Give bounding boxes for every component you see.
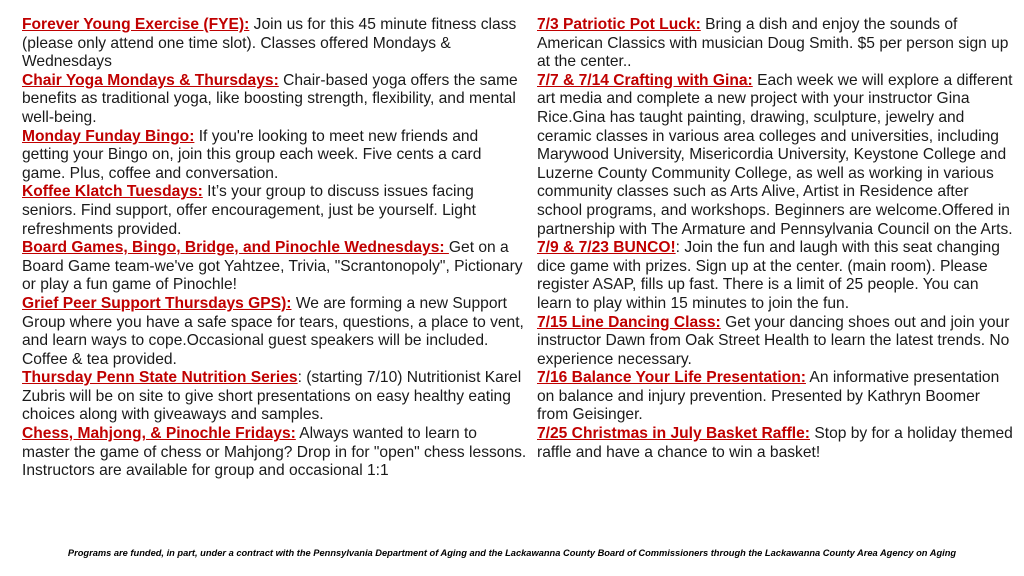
- program-entry-board-games: [22, 239, 528, 295]
- program-description: It’s your group to discuss issues facing seniors. Find support, offer encouragement, just be yourself. Light refreshments provided.: [22, 183, 476, 238]
- event-description: : Join the fun and laugh with this seat changing dice game with prizes. Sign up at the center. (main room). Please register ASAP, fills up fast. There is a limit of 25 people. You can learn to play within 15 minutes to join the fun.: [537, 239, 1000, 312]
- program-entry-grief-support: [22, 295, 528, 369]
- program-title: Koffee Klatch Tuesdays:: [22, 183, 203, 201]
- program-title: Chess, Mahjong, & Pinochle Fridays:: [22, 425, 296, 443]
- event-description: Stop by for a holiday themed raffle and have a chance to win a basket!: [537, 425, 1013, 461]
- program-description: If you're looking to meet new friends and getting your Bingo on, join this group each week. Five cents a card game. Plus, coffee and conversation.: [22, 127, 482, 182]
- event-title: 7/3 Patriotic Pot Luck:: [537, 16, 701, 33]
- event-entry-basket-raffle: [537, 425, 1015, 462]
- program-entry-chess-mahjong: [22, 425, 528, 481]
- program-entry-fye: [22, 16, 528, 72]
- program-entry-koffee-klatch: [22, 183, 528, 239]
- program-description: Always wanted to learn to master the game of chess or Mahjong? Drop in for "open" chess lessons. Instructors are available for group and occasional 1:1: [22, 425, 527, 480]
- funding-footer: Programs are funded, in part, under a contract with the Pennsylvania Department of Aging and the Lackawanna County Board of Commissioners through the Lackawanna County Area Agency on Aging: [67, 548, 957, 558]
- event-description: Get your dancing shoes out and join your instructor Dawn from Oak Street Health to learn the latest trends. No experience necessary.: [537, 313, 1010, 368]
- program-description: We are forming a new Support Group where you have a safe space for tears, questions, a place to vent, and learn ways to cope.Occasional guest speakers will be included. Coffee & tea provided.: [22, 294, 524, 368]
- program-title: Monday Funday Bingo:: [22, 127, 195, 145]
- event-description: Each week we will explore a different art media and complete a new project with your instructor Gina Rice.Gina has taught painting, drawing, sculpture, jewelry and ceramic classes in various area colleges and universities, including Marywood University, Misericordia University, Keystone College and Luzerne County Community College, as well as working in various community classes such as Arts Alive, Artist in Residence after school programs, and workshops. Beginners are welcome.Offered in partnership with The Armature and Pennsylvania Council on the Arts.: [537, 71, 1013, 238]
- program-title: Forever Young Exercise (FYE):: [22, 16, 250, 33]
- event-title: 7/7 & 7/14 Crafting with Gina:: [537, 71, 753, 89]
- event-description: An informative presentation on balance and injury prevention. Presented by Kathryn Boomer from Geisinger.: [537, 369, 1000, 424]
- program-title: Chair Yoga Mondays & Thursdays:: [22, 71, 279, 89]
- event-entry-line-dancing: [537, 314, 1015, 370]
- event-title: 7/25 Christmas in July Basket Raffle:: [537, 425, 810, 443]
- event-entry-pot-luck: [537, 16, 1015, 72]
- program-description: Get on a Board Game team-we've got Yahtzee, Trivia, "Scrantonopoly", Pictionary or play a fun game of Pinochle!: [22, 239, 523, 294]
- program-description: Chair-based yoga offers the same benefits as traditional yoga, like boosting strength, flexibility, and mental well-being.: [22, 71, 518, 126]
- program-entry-nutrition-series: [22, 369, 528, 425]
- event-title: 7/16 Balance Your Life Presentation:: [537, 369, 806, 387]
- program-description: : (starting 7/10) Nutritionist Karel Zubris will be on site to give short presentations on easy healthy eating choices along with giveaways and samples.: [22, 369, 522, 424]
- program-title: Grief Peer Support Thursdays GPS):: [22, 294, 292, 312]
- right-column: [537, 16, 1015, 462]
- event-description: Bring a dish and enjoy the sounds of American Classics with musician Doug Smith. $5 per person sign up at the center..: [537, 16, 1009, 71]
- event-title: 7/9 & 7/23 BUNCO!: [537, 239, 676, 257]
- program-entry-chair-yoga: [22, 72, 528, 128]
- event-entry-crafting: [537, 72, 1015, 239]
- program-title: Thursday Penn State Nutrition Series: [22, 369, 298, 387]
- event-entry-bunco: [537, 239, 1015, 313]
- event-title: 7/15 Line Dancing Class:: [537, 313, 721, 331]
- event-entry-balance-presentation: [537, 369, 1015, 425]
- program-description: Join us for this 45 minute fitness class (please only attend one time slot). Classes offered Mondays & Wednesdays: [22, 16, 517, 71]
- program-entry-bingo: [22, 128, 528, 184]
- left-column: [22, 16, 528, 481]
- program-title: Board Games, Bingo, Bridge, and Pinochle Wednesdays:: [22, 239, 449, 257]
